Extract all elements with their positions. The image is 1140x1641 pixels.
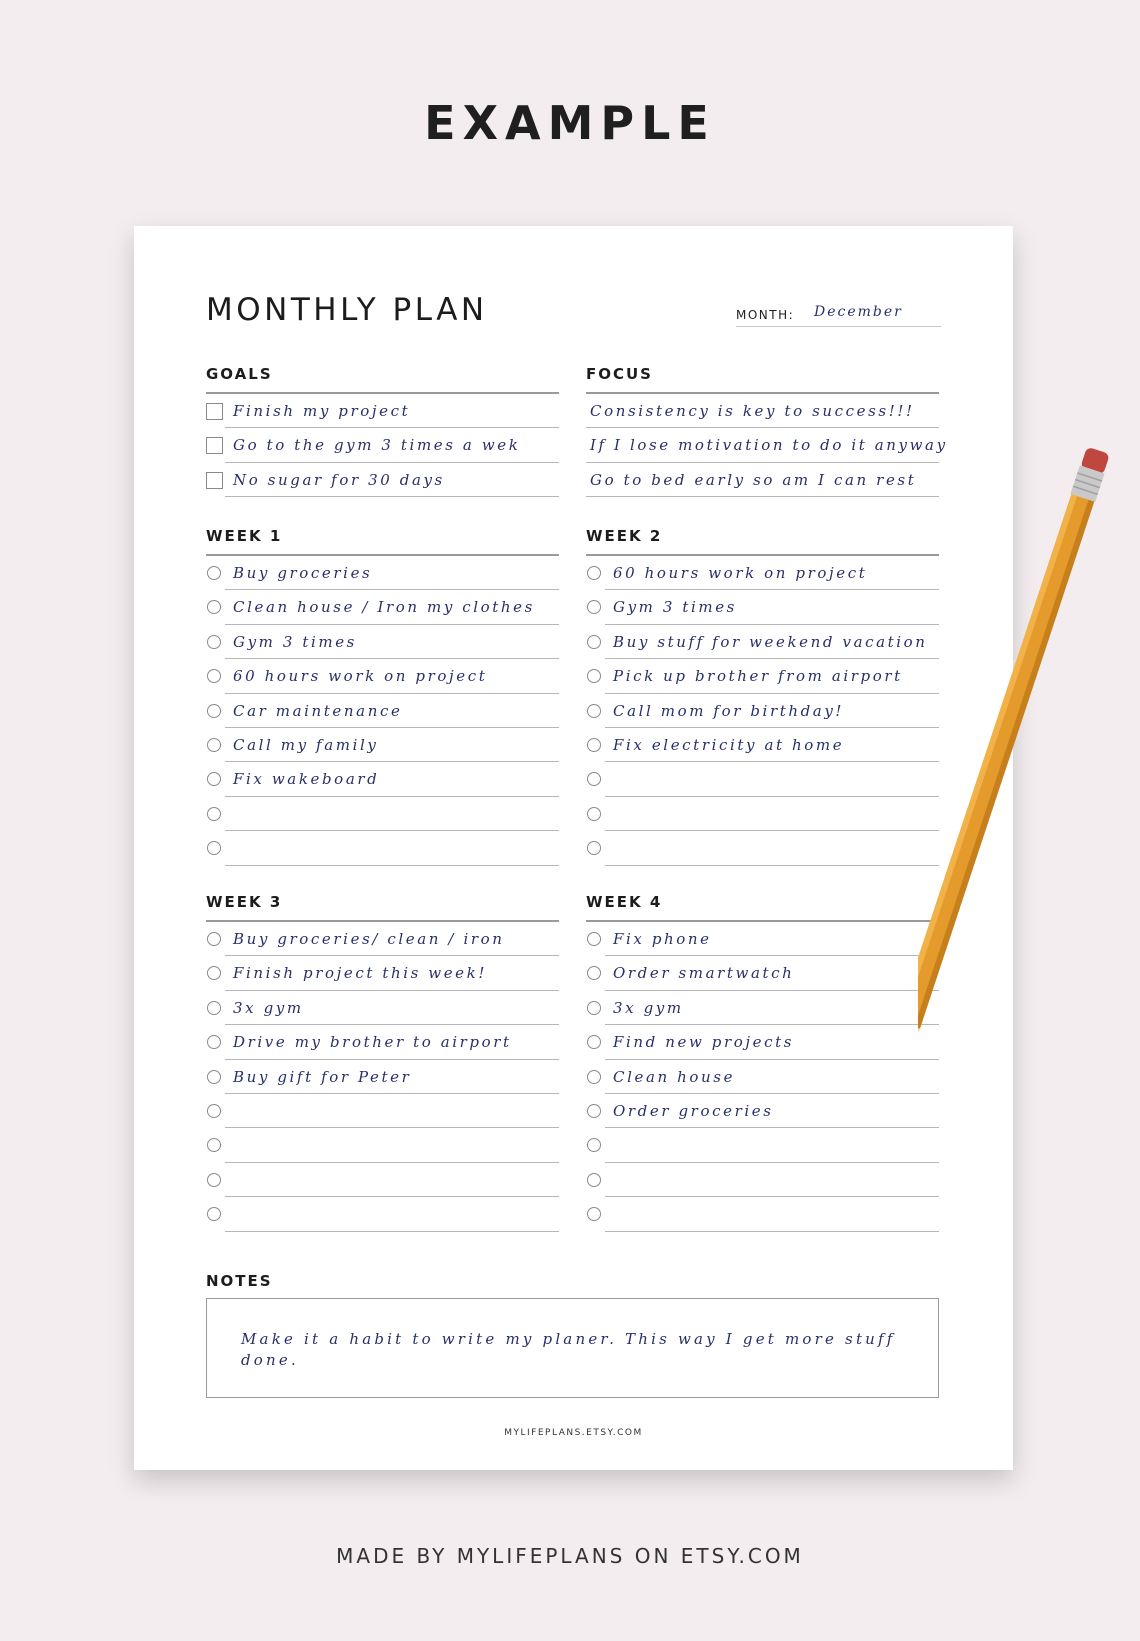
task-text: Pick up brother from airport bbox=[613, 667, 903, 686]
week4-section bbox=[586, 892, 939, 1232]
task-text: Buy stuff for weekend vacation bbox=[613, 632, 928, 651]
task-row[interactable] bbox=[605, 590, 939, 624]
task-text: Finish project this week! bbox=[233, 964, 487, 983]
task-text: Clean house / Iron my clothes bbox=[233, 598, 535, 617]
sheet-footer: MYLIFEPLANS.ETSY.COM bbox=[504, 1428, 643, 1438]
task-row[interactable] bbox=[605, 1060, 939, 1094]
task-text: Gym 3 times bbox=[613, 598, 737, 617]
task-checkbox[interactable] bbox=[587, 772, 601, 786]
task-text: Call my family bbox=[233, 735, 379, 754]
task-text: Fix electricity at home bbox=[613, 735, 845, 754]
goals-section bbox=[206, 364, 559, 497]
task-checkbox[interactable] bbox=[207, 1035, 221, 1049]
task-row[interactable] bbox=[225, 556, 559, 590]
task-text: Buy gift for Peter bbox=[233, 1067, 412, 1086]
task-text: Order groceries bbox=[613, 1101, 774, 1120]
task-checkbox[interactable] bbox=[207, 635, 221, 649]
task-checkbox[interactable] bbox=[207, 669, 221, 683]
task-text: 60 hours work on project bbox=[233, 667, 488, 686]
task-checkbox[interactable] bbox=[587, 1070, 601, 1084]
checkbox[interactable] bbox=[206, 472, 223, 489]
task-row[interactable] bbox=[225, 922, 559, 956]
task-row[interactable] bbox=[225, 590, 559, 624]
pencil-icon bbox=[918, 440, 1138, 1100]
focus-text: Go to bed early so am I can rest bbox=[590, 470, 917, 489]
task-text: 3x gym bbox=[233, 998, 304, 1017]
goal-row[interactable] bbox=[225, 428, 559, 462]
goal-text: No sugar for 30 days bbox=[233, 470, 445, 489]
task-row[interactable] bbox=[225, 1094, 559, 1128]
week2-section bbox=[586, 526, 939, 866]
task-checkbox[interactable] bbox=[587, 704, 601, 718]
focus-text: If I lose motivation to do it anyway bbox=[590, 436, 948, 455]
task-text: Fix phone bbox=[613, 930, 712, 948]
task-checkbox[interactable] bbox=[587, 635, 601, 649]
task-checkbox[interactable] bbox=[207, 1207, 221, 1221]
focus-row[interactable] bbox=[586, 463, 939, 497]
task-row[interactable] bbox=[225, 625, 559, 659]
task-row[interactable] bbox=[605, 797, 939, 831]
task-checkbox[interactable] bbox=[207, 1173, 221, 1187]
task-checkbox[interactable] bbox=[207, 1104, 221, 1118]
task-row[interactable] bbox=[605, 831, 939, 865]
task-checkbox[interactable] bbox=[207, 772, 221, 786]
week3-heading: WEEK 3 bbox=[206, 892, 559, 922]
task-text: 60 hours work on project bbox=[613, 564, 868, 582]
task-row[interactable] bbox=[605, 659, 939, 693]
month-label: MONTH: bbox=[736, 308, 795, 322]
month-value: December bbox=[814, 304, 903, 320]
task-row[interactable] bbox=[605, 694, 939, 728]
task-checkbox[interactable] bbox=[587, 1035, 601, 1049]
task-row[interactable] bbox=[225, 1163, 559, 1197]
task-checkbox[interactable] bbox=[207, 1001, 221, 1015]
task-row[interactable] bbox=[225, 956, 559, 990]
focus-heading: FOCUS bbox=[586, 364, 939, 394]
task-checkbox[interactable] bbox=[207, 704, 221, 718]
task-checkbox[interactable] bbox=[587, 1173, 601, 1187]
task-row[interactable] bbox=[605, 956, 939, 990]
task-row[interactable] bbox=[605, 762, 939, 796]
task-checkbox[interactable] bbox=[207, 807, 221, 821]
credit-text: MADE BY MYLIFEPLANS ON ETSY.COM bbox=[336, 1544, 804, 1568]
task-row[interactable] bbox=[605, 922, 939, 956]
task-row[interactable] bbox=[225, 659, 559, 693]
notes-text: Make it a habit to write my planer. This way I get more stuff done. bbox=[241, 1330, 896, 1369]
goals-heading: GOALS bbox=[206, 364, 559, 394]
notes-box[interactable] bbox=[206, 1298, 939, 1398]
task-row[interactable] bbox=[225, 694, 559, 728]
task-row[interactable] bbox=[605, 1197, 939, 1231]
task-row[interactable] bbox=[605, 1128, 939, 1162]
task-text: Call mom for birthday! bbox=[613, 701, 845, 720]
focus-text: Consistency is key to success!!! bbox=[590, 402, 915, 420]
task-row[interactable] bbox=[605, 556, 939, 590]
task-checkbox[interactable] bbox=[207, 932, 221, 946]
task-text: Order smartwatch bbox=[613, 964, 795, 983]
task-checkbox[interactable] bbox=[207, 841, 221, 855]
task-text: Drive my brother to airport bbox=[233, 1033, 512, 1052]
task-checkbox[interactable] bbox=[207, 966, 221, 980]
week4-heading: WEEK 4 bbox=[586, 892, 939, 922]
goal-text: Finish my project bbox=[233, 402, 411, 420]
task-row[interactable] bbox=[225, 1197, 559, 1231]
goal-row[interactable] bbox=[225, 394, 559, 428]
task-checkbox[interactable] bbox=[587, 807, 601, 821]
task-checkbox[interactable] bbox=[587, 932, 601, 946]
month-field[interactable] bbox=[736, 302, 941, 327]
notes-heading: NOTES bbox=[206, 1272, 273, 1290]
task-text: Buy groceries bbox=[233, 564, 373, 582]
task-checkbox[interactable] bbox=[587, 1138, 601, 1152]
task-row[interactable] bbox=[225, 1025, 559, 1059]
task-checkbox[interactable] bbox=[587, 1001, 601, 1015]
page-title: MONTHLY PLAN bbox=[206, 292, 488, 328]
task-row[interactable] bbox=[605, 728, 939, 762]
task-text: Gym 3 times bbox=[233, 632, 357, 651]
planner-sheet bbox=[134, 226, 1013, 1470]
focus-row[interactable] bbox=[586, 394, 939, 428]
task-text: Fix wakeboard bbox=[233, 770, 380, 789]
task-checkbox[interactable] bbox=[587, 1207, 601, 1221]
example-banner: EXAMPLE bbox=[424, 96, 716, 150]
task-checkbox[interactable] bbox=[587, 966, 601, 980]
task-checkbox[interactable] bbox=[587, 566, 601, 580]
task-row[interactable] bbox=[225, 831, 559, 865]
week1-section bbox=[206, 526, 559, 866]
checkbox[interactable] bbox=[206, 437, 223, 454]
task-row[interactable] bbox=[225, 1128, 559, 1162]
task-row[interactable] bbox=[225, 797, 559, 831]
task-checkbox[interactable] bbox=[207, 1070, 221, 1084]
task-row[interactable] bbox=[605, 1025, 939, 1059]
checkbox[interactable] bbox=[206, 403, 223, 420]
focus-row[interactable] bbox=[586, 428, 948, 462]
week2-heading: WEEK 2 bbox=[586, 526, 939, 556]
task-row[interactable] bbox=[225, 728, 559, 762]
goal-row[interactable] bbox=[225, 463, 559, 497]
focus-section bbox=[586, 364, 948, 497]
task-text: 3x gym bbox=[613, 998, 684, 1017]
task-checkbox[interactable] bbox=[207, 1138, 221, 1152]
week1-heading: WEEK 1 bbox=[206, 526, 559, 556]
task-text: Clean house bbox=[613, 1067, 736, 1086]
task-row[interactable] bbox=[605, 1094, 939, 1128]
task-checkbox[interactable] bbox=[587, 738, 601, 752]
task-text: Car maintenance bbox=[233, 701, 403, 720]
task-checkbox[interactable] bbox=[207, 738, 221, 752]
task-text: Buy groceries/ clean / iron bbox=[233, 930, 505, 948]
task-row[interactable] bbox=[605, 1163, 939, 1197]
task-checkbox[interactable] bbox=[587, 1104, 601, 1118]
task-checkbox[interactable] bbox=[587, 841, 601, 855]
week3-section bbox=[206, 892, 559, 1232]
task-checkbox[interactable] bbox=[587, 600, 601, 614]
task-row[interactable] bbox=[225, 991, 559, 1025]
task-checkbox[interactable] bbox=[207, 600, 221, 614]
task-checkbox[interactable] bbox=[587, 669, 601, 683]
task-row[interactable] bbox=[225, 1060, 559, 1094]
goal-text: Go to the gym 3 times a wek bbox=[233, 436, 521, 455]
task-row[interactable] bbox=[605, 991, 939, 1025]
task-text: Find new projects bbox=[613, 1033, 795, 1052]
task-row[interactable] bbox=[225, 762, 559, 796]
task-row[interactable] bbox=[605, 625, 939, 659]
task-checkbox[interactable] bbox=[207, 566, 221, 580]
